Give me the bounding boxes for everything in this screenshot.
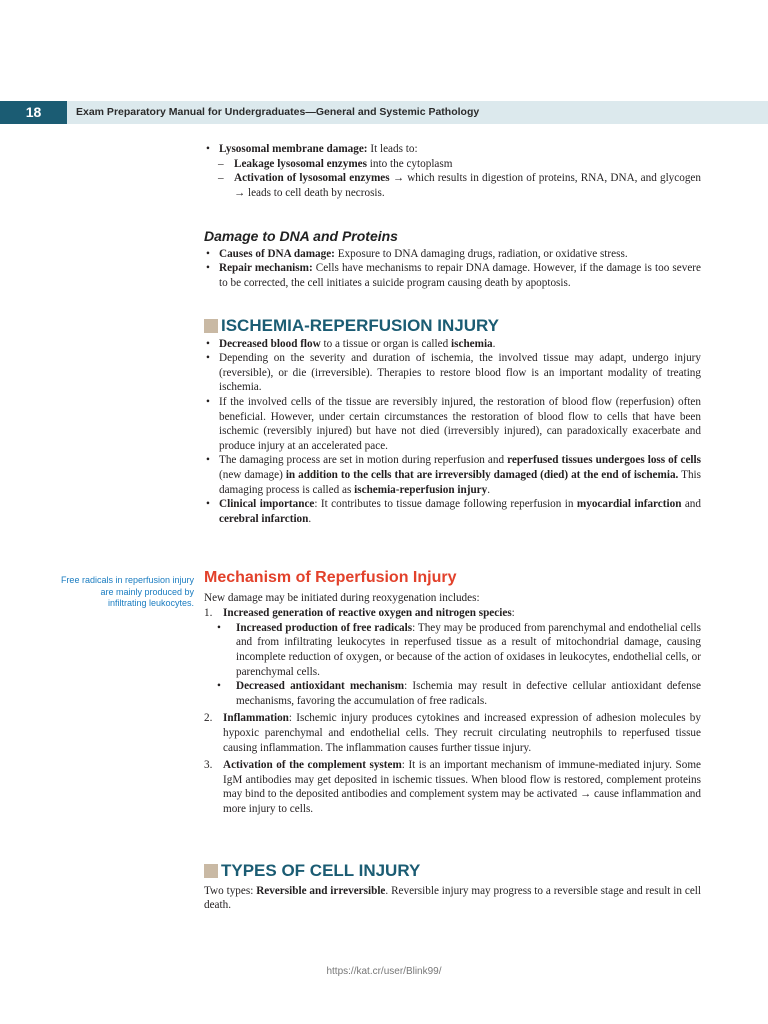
running-title: Exam Preparatory Manual for Undergraduates—General and Systemic Pathology (76, 106, 480, 118)
page-number: 18 (0, 101, 67, 124)
text: It leads to: (367, 143, 418, 155)
types-section (204, 861, 702, 913)
dna-section (204, 229, 701, 290)
term: Causes of DNA damage: (219, 247, 335, 260)
text: and (681, 498, 701, 511)
mechanism-section (204, 571, 701, 820)
list-item (204, 337, 701, 352)
margin-note: Free radicals in reperfusion injury are mainly produced by infiltrating leukocytes. (60, 575, 194, 608)
footer-url[interactable]: https://kat.cr/user/Blink99/ (326, 966, 442, 977)
text: into the cytoplasm (367, 157, 453, 170)
numbered-item (204, 606, 701, 708)
term: Leakage lysosomal enzymes (234, 157, 367, 170)
text: Cells have mechanisms to repair DNA damage. However, if the damage is too severe to be corrected, the cell initiates a suicide program causing death by apoptosis. (219, 262, 702, 289)
text: . (308, 512, 312, 525)
list-item (204, 171, 701, 200)
list-item (204, 497, 701, 526)
text: : Ischemia may result in defective cellular antioxidant defense mechanisms, favoring the accumulation of free radicals. (236, 680, 701, 707)
numbered-item (204, 711, 701, 755)
text: → which results in digestion of proteins, RNA, DNA, and glycogen → leads to cell death by necrosis. (234, 172, 701, 199)
text: The damaging process are set in motion during reperfusion and (219, 454, 508, 467)
text: : They may be produced from parenchymal and endothelial cells and from infiltrating leukocytes in reperfused tissue as a result of mitochondrial damage, causing incomplete reduction of oxygen, or because of the action of oxidases in leukocytes, endothelial cells, or parenchymal cells. (236, 621, 701, 678)
text: Two types: (204, 884, 257, 897)
item-number: 3. (204, 759, 213, 772)
term: Increased production of free radicals (236, 621, 413, 634)
term: Decreased blood flow (219, 337, 321, 350)
section-heading: Mechanism of Reperfusion Injury (204, 569, 457, 586)
term: ischemia-reperfusion injury (354, 483, 488, 496)
text: (new damage) (219, 468, 286, 481)
list-item (204, 142, 701, 200)
term: ischemia (451, 337, 493, 350)
paragraph (204, 884, 701, 913)
term: Clinical importance (219, 498, 315, 511)
list-item (204, 261, 701, 290)
list-item (204, 157, 701, 172)
text: Exposure to DNA damaging drugs, radiation, or oxidative stress. (334, 247, 628, 260)
term: Activation of lysosomal enzymes (234, 172, 390, 185)
list-item: • Depending on the severity and duration of ischemia, the involved tissue may adapt, undergo injury (reversible), or die (irreversible). Therapies to restore blood flow is an important modality of treating ischemia. (204, 351, 701, 395)
text: : It is an important mechanism of immune-mediated injury. Some IgM antibodies may get deposited in ischemic tissues. When blood flow is restored, complement proteins may bind to the deposited antibodies and complement system may be activated → cause inflammation and more injury to cells. (223, 759, 701, 815)
term: Repair mechanism: (219, 262, 313, 275)
heading-text: TYPES OF CELL INJURY (221, 861, 421, 880)
text: to a tissue or organ is called (320, 337, 452, 350)
heading-text: ISCHEMIA-REPERFUSION INJURY (221, 316, 500, 335)
list-item (204, 247, 701, 262)
ischemia-section (204, 316, 701, 526)
term: in addition to the cells that are irreversibly damaged (died) at the end of ischemia. (285, 468, 679, 481)
text: . (487, 483, 491, 496)
text: : (511, 607, 515, 620)
term: Decreased antioxidant mechanism (236, 680, 405, 693)
list-item (204, 621, 701, 679)
text: : Ischemic injury produces cytokines and increased expression of adhesion molecules by hypoxic parenchymal and endothelial cells. They recruit circulating neutrophils to reperfused tissue causing inflammation. The inflammation causes further tissue injury. (223, 712, 701, 754)
intro-text: New damage may be initiated during reoxygenation includes: (204, 591, 480, 604)
text: . Reversible injury may progress to a reversible stage and result in cell death. (204, 884, 702, 912)
list-item (204, 453, 701, 497)
heading-marker (204, 864, 218, 878)
section-heading: Damage to DNA and Proteins (204, 228, 398, 244)
section-heading (204, 861, 701, 880)
item-number: 2. (204, 712, 213, 725)
term: Activation of the complement system (223, 759, 402, 772)
term: Inflammation (223, 712, 289, 725)
term: Lysosomal membrane damage: (219, 143, 368, 155)
text: . (492, 337, 496, 350)
term: Reversible and irreversible (256, 884, 386, 897)
text: This damaging process is called as (219, 468, 701, 496)
heading-marker (204, 319, 218, 333)
text: : It contributes to tissue damage following reperfusion in (314, 498, 577, 511)
list-item: • If the involved cells of the tissue are reversibly injured, the restoration of blood flow (reperfusion) often beneficial. However, under certain circumstances the restoration of blood flow to cells that have been ischemic (reversibly injured) but have not died (irreversibly injured), can paradoxically exacerbate and produce injury at an accelerated pace. (204, 395, 701, 453)
term: Increased generation of reactive oxygen and nitrogen species (223, 607, 512, 620)
item-number: 1. (204, 607, 213, 620)
section-heading (204, 316, 701, 335)
lysosomal-block (204, 142, 701, 200)
list-item (204, 679, 701, 708)
numbered-item (204, 758, 701, 816)
term: reperfused tissues undergoes loss of cells (507, 454, 701, 467)
term: myocardial infarction (576, 498, 682, 511)
term: cerebral infarction (219, 512, 309, 525)
